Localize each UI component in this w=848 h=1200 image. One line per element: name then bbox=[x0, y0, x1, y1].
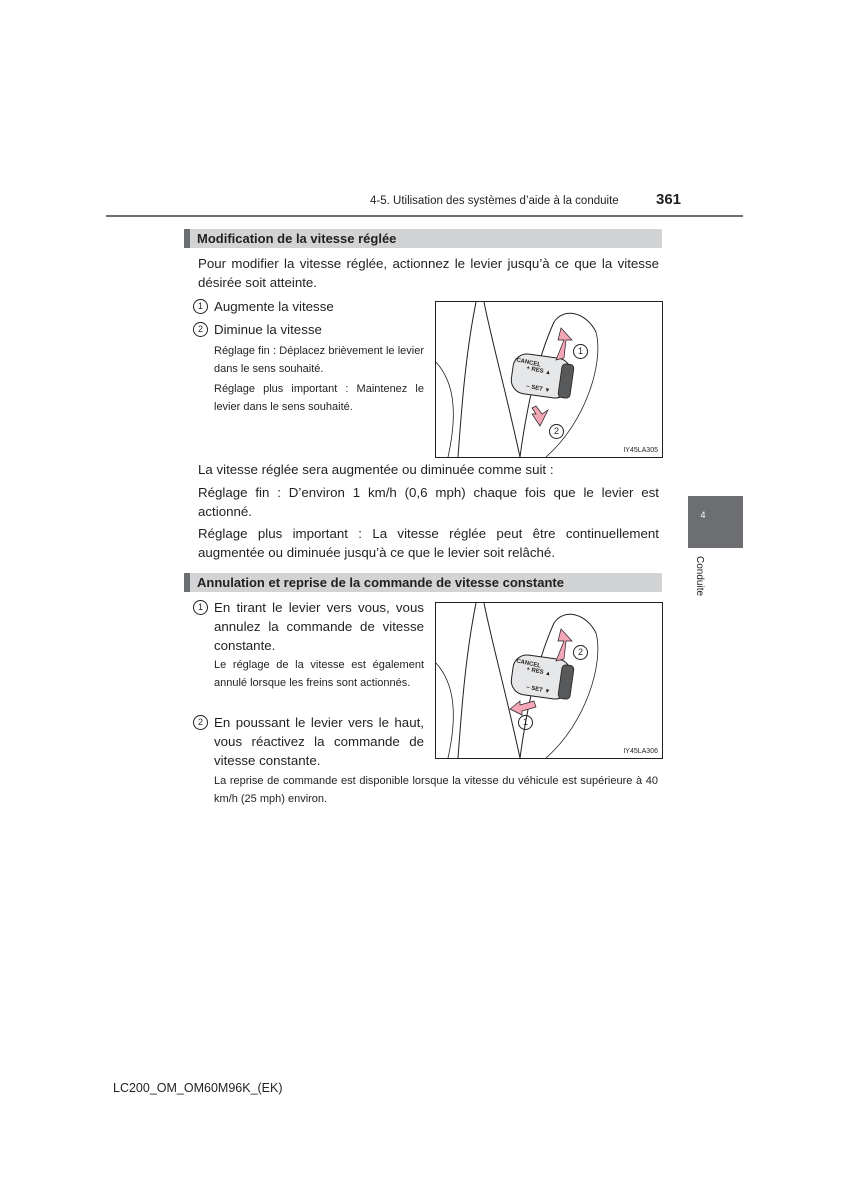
item-text: Diminue la vitesse bbox=[214, 322, 322, 337]
lever-illustration bbox=[435, 602, 663, 759]
chapter-label: Conduite bbox=[694, 556, 705, 597]
section-title: Annulation et reprise de la commande de vitesse constante bbox=[197, 575, 564, 590]
note-text: Réglage fin : Déplacez brièvement le levier dans le sens souhaité. bbox=[214, 345, 424, 375]
list-item bbox=[193, 713, 424, 770]
item-text: En poussant le levier vers le haut, vous réactivez la commande de vitesse constante. bbox=[214, 715, 424, 768]
section-title: Modification de la vitesse réglée bbox=[197, 231, 397, 246]
chapter-number: 4 bbox=[700, 510, 706, 520]
lever-res-label: + RES ▲ bbox=[525, 365, 552, 377]
footnote: La reprise de commande est disponible lorsque la vitesse du véhicule est supérieure à 40 km/h (25 mph) environ. bbox=[214, 775, 658, 805]
intro-paragraph: Pour modifier la vitesse réglée, actionnez le levier jusqu’à ce que la vitesse désirée soit atteinte. bbox=[198, 256, 659, 290]
item-number: 1 bbox=[193, 299, 208, 314]
note-text: Réglage plus important : Maintenez le levier dans le sens souhaité. bbox=[214, 383, 424, 413]
lever-cancel-label: CANCEL bbox=[515, 357, 542, 369]
section-title-bar bbox=[184, 573, 662, 592]
chapter-tab bbox=[688, 496, 743, 548]
header-rule bbox=[106, 215, 743, 217]
callout-2: 2 bbox=[549, 424, 564, 439]
callout-2: 2 bbox=[573, 645, 588, 660]
figure-code: IY45LA306 bbox=[623, 748, 658, 755]
list-item bbox=[193, 297, 428, 316]
item-number: 2 bbox=[193, 322, 208, 337]
page-number: 361 bbox=[656, 191, 682, 208]
lever-set-label: – SET ▼ bbox=[525, 383, 551, 395]
lever-res-label: + RES ▲ bbox=[525, 666, 552, 678]
paragraph: Réglage plus important : La vitesse réglée peut être continuellement augmentée ou diminuée jusqu’à ce que le levier soit relâché. bbox=[198, 526, 659, 560]
section-header: 4-5. Utilisation des systèmes d’aide à la conduite bbox=[370, 195, 619, 207]
item-number: 2 bbox=[193, 715, 208, 730]
list-item bbox=[193, 320, 428, 339]
callout-1: 1 bbox=[573, 344, 588, 359]
item-text: Augmente la vitesse bbox=[214, 299, 334, 314]
paragraph: Réglage fin : D’environ 1 km/h (0,6 mph) chaque fois que le levier est actionné. bbox=[198, 485, 659, 519]
note-text: Le réglage de la vitesse est également annulé lorsque les freins sont actionnés. bbox=[214, 659, 424, 689]
section-title-bar bbox=[184, 229, 662, 248]
item-number: 1 bbox=[193, 600, 208, 615]
item-text: En tirant le levier vers vous, vous annulez la commande de vitesse constante. bbox=[214, 600, 424, 653]
lever-illustration bbox=[435, 301, 663, 458]
list-item bbox=[193, 598, 424, 655]
steering-column-drawing bbox=[436, 603, 662, 758]
lever-set-label: – SET ▼ bbox=[525, 684, 551, 696]
paragraph: La vitesse réglée sera augmentée ou diminuée comme suit : bbox=[198, 462, 554, 477]
callout-1: 1 bbox=[518, 715, 533, 730]
figure-code: IY45LA305 bbox=[623, 447, 658, 454]
lever-cancel-label: CANCEL bbox=[515, 658, 542, 670]
document-code: LC200_OM_OM60M96K_(EK) bbox=[113, 1081, 283, 1095]
